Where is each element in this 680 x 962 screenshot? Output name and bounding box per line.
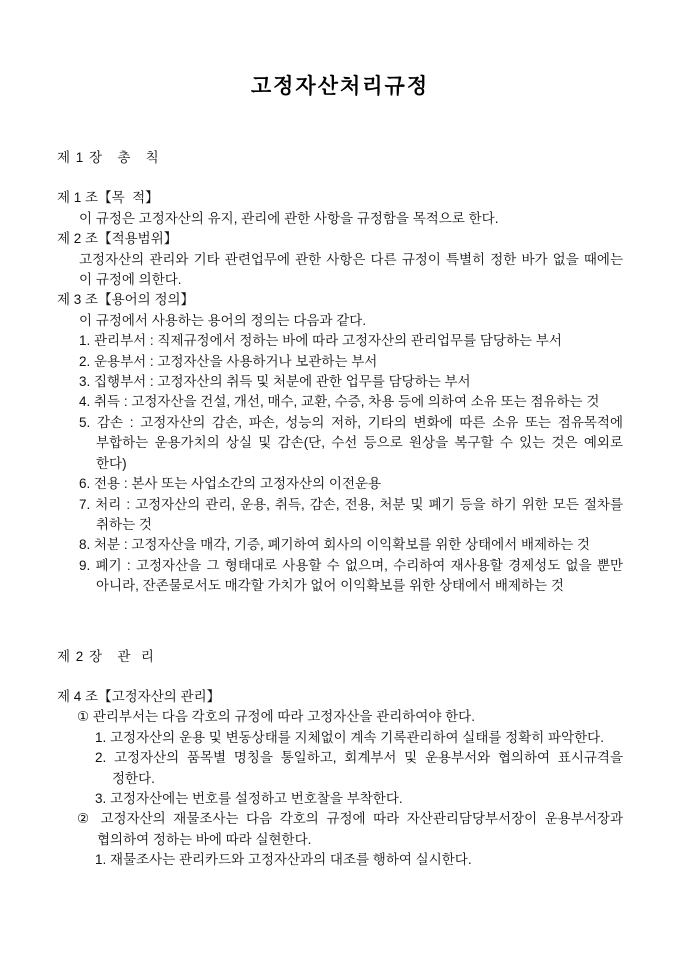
article-line: 7. 처리 : 고정자산의 관리, 운용, 취득, 감손, 전용, 처분 및 폐기 등을 하기 위한 모든 절차를 취하는 것 [79, 496, 623, 532]
article-heading: 제 2 조【적용범위】 [57, 231, 178, 247]
article-line: 2. 고정자산의 품목별 명칭을 통일하고, 회계부서 및 운용부서와 협의하여 표시규격을 정한다. [95, 750, 623, 786]
article-line: 3. 집행부서 : 고정자산의 취득 및 처분에 관한 업무를 담당하는 부서 [79, 374, 471, 390]
article-line: ② 고정자산의 재물조사는 다음 각호의 규정에 따라 자산관리담당부서장이 운용부서장과 협의하여 정하는 바에 따라 실현한다. [77, 811, 623, 847]
article-line: 8. 처분 : 고정자산을 매각, 기증, 폐기하여 회사의 이익확보를 위한 상태에서 배제하는 것 [79, 537, 590, 553]
article-line: ① 관리부서는 다음 각호의 규정에 따라 고정자산을 관리하여야 한다. [77, 709, 475, 725]
article-line: 6. 전용 : 본사 또는 사업소간의 고정자산의 이전운용 [79, 476, 382, 492]
article [57, 229, 623, 290]
chapter-heading: 제 1 장 총 칙 [57, 150, 160, 165]
article-heading: 제 3 조【용어의 정의】 [57, 292, 195, 308]
article-line: 3. 고정자산에는 번호를 설정하고 번호찰을 부착한다. [95, 790, 403, 806]
chapter [57, 647, 623, 871]
article-line: 이 규정은 고정자산의 유지, 관리에 관한 사항을 규정함을 목적으로 한다. [79, 210, 499, 226]
article-line: 이 규정에서 사용하는 용어의 정의는 다음과 같다. [79, 312, 367, 328]
article [57, 290, 623, 596]
article-line: 1. 고정자산의 운용 및 변동상태를 지체없이 계속 기록관리하여 실태를 정확히 파악한다. [95, 729, 604, 745]
article-line: 5. 감손 : 고정자산의 감손, 파손, 성능의 저하, 기타의 변화에 따른 소유 또는 점유목적에 부합하는 운용가치의 상실 및 감손(단, 수선 등으로 원상을 복구할 수 있는 것은 예외로 한다) [79, 414, 623, 471]
article-line: 4. 취득 : 고정자산을 건설, 개선, 매수, 교환, 수증, 차용 등에 의하여 소유 또는 점유하는 것 [79, 394, 600, 410]
document-body [57, 148, 623, 871]
article-heading: 제 4 조【고정자산의 관리】 [57, 688, 221, 704]
document-title: 고정자산처리규정 [250, 74, 430, 98]
article [57, 188, 623, 229]
chapter [57, 148, 623, 597]
chapter-heading: 제 2 장 관 리 [57, 648, 155, 664]
article-line: 1. 관리부서 : 직제규정에서 정하는 바에 따라 고정자산의 관리업무를 담당하는 부서 [79, 333, 562, 349]
article-line: 1. 재물조사는 관리카드와 고정자산과의 대조를 행하여 실시한다. [95, 852, 472, 868]
article-line: 고정자산의 관리와 기타 관련업무에 관한 사항은 다른 규정이 특별히 정한 바가 없을 때에는 이 규정에 의한다. [79, 251, 623, 288]
article-line: 9. 폐기 : 고정자산을 그 형태대로 사용할 수 없으며, 수리하여 재사용할 경제성도 없을 뿐만 아니라, 잔존물로서도 매각할 가치가 없어 이익확보를 위한 상태에서 배제하는 것 [79, 557, 623, 594]
article-line: 2. 운용부서 : 고정자산을 사용하거나 보관하는 부서 [79, 353, 378, 369]
article [57, 687, 623, 871]
article-heading: 제 1 조【목 적】 [57, 190, 159, 206]
